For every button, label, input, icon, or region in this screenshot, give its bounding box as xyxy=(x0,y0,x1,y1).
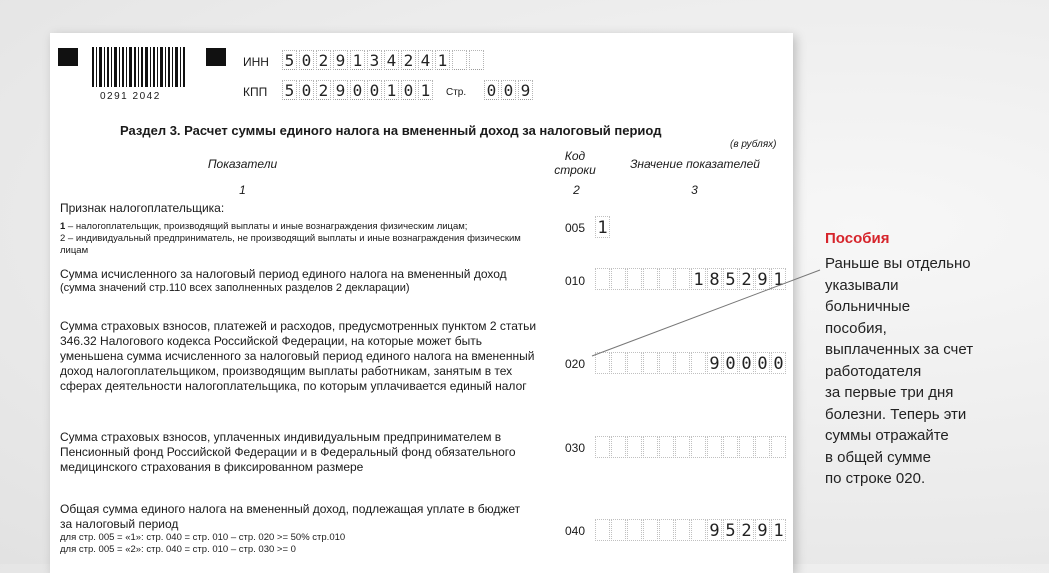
callout xyxy=(825,230,1045,490)
row-005-code: 005 xyxy=(565,221,586,235)
kpp-digit: 9 xyxy=(333,80,348,100)
kpp-digit: 2 xyxy=(316,80,331,100)
row-040-digit: 9 xyxy=(755,519,770,541)
inn-digit: 5 xyxy=(282,50,297,70)
header-value: Значение показателей xyxy=(630,157,760,171)
inn-digit: 0 xyxy=(299,50,314,70)
row-005-notes: 1 – налогоплательщик, производящий выплаты и иные вознаграждения физическим лицам; 2 – индивидуальный предприниматель, не производящий выплаты и иные вознаграждения физическим лицам xyxy=(60,221,521,256)
row-010-digit: 1 xyxy=(691,268,706,290)
row-010-digit: 8 xyxy=(707,268,722,290)
section-title: Раздел 3. Расчет суммы единого налога на вмененный доход за налоговый период xyxy=(120,123,662,138)
row-040-digit: 5 xyxy=(723,519,738,541)
inn-digit: 4 xyxy=(418,50,433,70)
page-digit: 9 xyxy=(518,80,533,100)
units-label: (в рублях) xyxy=(730,139,777,150)
header-code: Код строки xyxy=(554,149,596,177)
row-020-code: 020 xyxy=(565,357,586,371)
row-020-digit: 0 xyxy=(755,352,770,374)
row-020-digit: 0 xyxy=(771,352,786,374)
inn-digit: 2 xyxy=(316,50,331,70)
row-040-code: 040 xyxy=(565,524,586,538)
page-digit: 0 xyxy=(501,80,516,100)
kpp-digit: 0 xyxy=(401,80,416,100)
page-digit: 0 xyxy=(484,80,499,100)
kpp-label: КПП xyxy=(243,85,268,99)
kpp-digit: 5 xyxy=(282,80,297,100)
kpp-digit: 0 xyxy=(367,80,382,100)
row-030-text: Сумма страховых взносов, уплаченных индивидуальным предпринимателем в Пенсионный фонд Российской Федерации и в Федеральный фонд обязательного медицинского страхования в фиксированном размере xyxy=(60,430,516,474)
row-010-digit: 1 xyxy=(771,268,786,290)
row-020-digit: 0 xyxy=(739,352,754,374)
row-010-digit: 2 xyxy=(739,268,754,290)
row-010-code: 010 xyxy=(565,274,586,288)
inn-digit: 1 xyxy=(350,50,365,70)
row-010-digit: 5 xyxy=(723,268,738,290)
callout-title: Пособия xyxy=(825,230,890,247)
callout-body: Раньше вы отдельно указывали больничные пособия, выплаченных за счет работодателя за первые три дня болезни. Теперь эти суммы отражайте в общей сумме по строке 020. xyxy=(825,255,974,487)
row-005-value-cell: 1 xyxy=(595,216,610,238)
barcode-number: 0291 2042 xyxy=(100,91,161,102)
row-030-code: 030 xyxy=(565,441,586,455)
page-label: Стр. xyxy=(446,87,467,98)
row-020-digit: 0 xyxy=(723,352,738,374)
header-indicators: Показатели xyxy=(207,157,278,171)
header-num-3: 3 xyxy=(691,183,698,197)
kpp-digit: 0 xyxy=(299,80,314,100)
header-num-2: 2 xyxy=(573,183,580,197)
kpp-digit: 1 xyxy=(384,80,399,100)
row-040-text: Общая сумма единого налога на вмененный доход, подлежащая уплате в бюджет за налоговый период для стр. 005 = «1»: стр. 040 = стр. 010 – стр. 020 >= 50% стр.010 для стр. 005 = «2»: стр. 040 = стр. 010 – стр. 030 >= 0 xyxy=(60,502,521,555)
kpp-digit: 1 xyxy=(418,80,433,100)
inn-digit: 9 xyxy=(333,50,348,70)
row-040-digit: 2 xyxy=(739,519,754,541)
header-num-1: 1 xyxy=(239,183,246,197)
inn-digit: 2 xyxy=(401,50,416,70)
row-040-digit: 1 xyxy=(771,519,786,541)
inn-digit: 1 xyxy=(435,50,450,70)
row-010-digit: 9 xyxy=(755,268,770,290)
row-010-text: Сумма исчисленного за налоговый период единого налога на вмененный доход (сумма значений стр.110 всех заполненных разделов 2 декларации) xyxy=(60,267,507,294)
inn-digit: 4 xyxy=(384,50,399,70)
kpp-digit: 0 xyxy=(350,80,365,100)
row-020-text: Сумма страховых взносов, платежей и расходов, предусмотренных пунктом 2 статьи 346.32 Налогового кодекса Российской Федерации, на которые может быть уменьшена сумма исчисленного за налоговый период единого налога на вмененный доход налогоплательщиком, производящим выплаты работникам, занятым в тех сферах деятельности налогоплательщика, по которым уплачивается единый налог xyxy=(60,319,537,393)
row-005-title: Признак налогоплательщика: xyxy=(60,201,225,215)
inn-digit: 3 xyxy=(367,50,382,70)
row-040-digit: 9 xyxy=(707,519,722,541)
row-020-digit: 9 xyxy=(707,352,722,374)
inn-label: ИНН xyxy=(243,55,269,69)
